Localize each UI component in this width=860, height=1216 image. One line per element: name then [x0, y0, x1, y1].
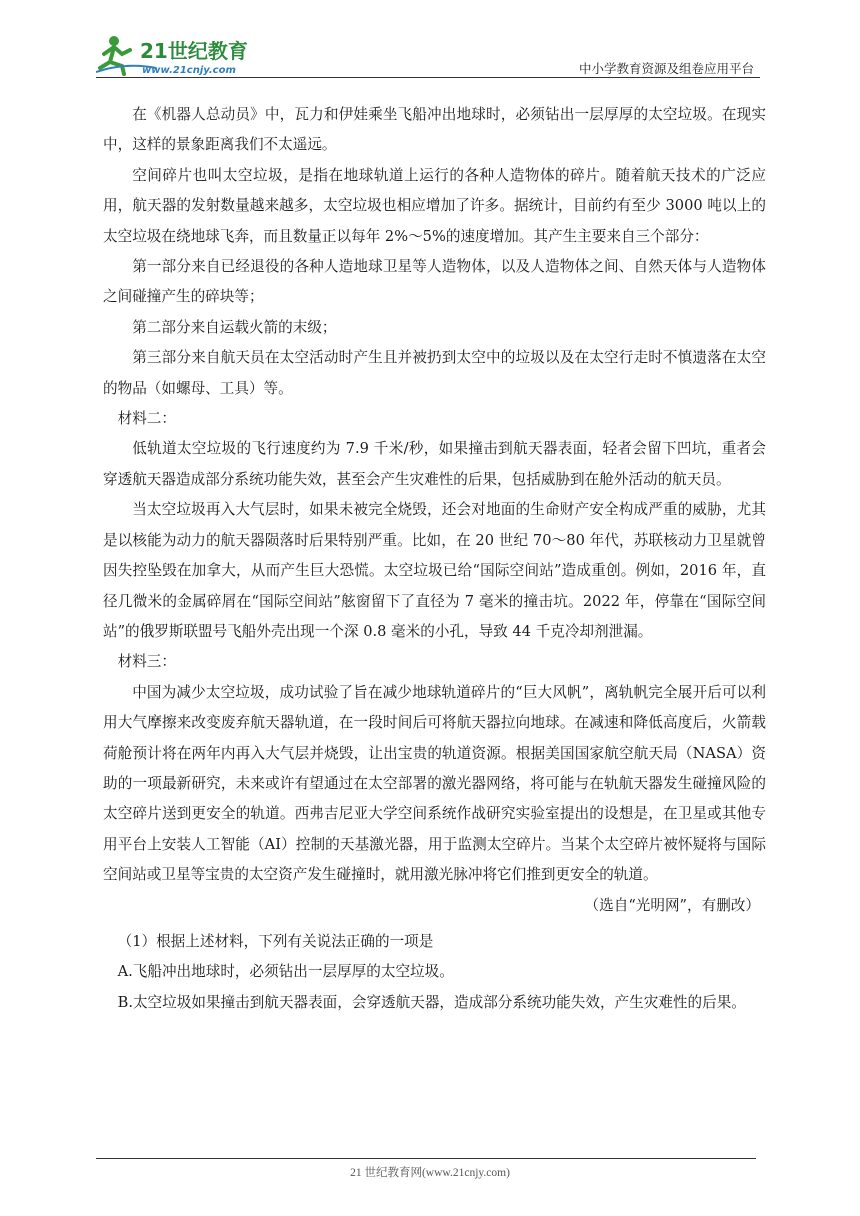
- paragraph: 第二部分来自运载火箭的末级；: [132, 318, 337, 336]
- paragraph: 第三部分来自航天员在太空活动时产生且并被扔到太空中的垃圾以及在太空行走时不慎遗落在太空的物品（如螺母、工具）等。: [103, 349, 766, 397]
- page-header: [96, 32, 760, 78]
- question-stem: （1）根据上述材料，下列有关说法正确的一项是: [117, 932, 434, 950]
- logo-url-text: www.21cnjy.com: [142, 65, 236, 76]
- logo: [96, 32, 266, 76]
- paragraph: 在《机器人总动员》中，瓦力和伊娃乘坐飞船冲出地球时，必须钻出一层厚厚的太空垃圾。在现实中，这样的景象距离我们不太遥远。: [103, 106, 766, 154]
- header-divider: [96, 77, 760, 78]
- paragraph: 中国为减少太空垃圾，成功试验了旨在减少地球轨道碎片的“巨大风帆”，离轨帆完全展开后可以利用大气摩擦来改变废弃航天器轨道，在一段时间后可将航天器拉向地球。在减速和降低高度后，火箭载荷舱预计将在两年内再入大气层并烧毁，让出宝贵的轨道资源。根据美国国家航空航天局（NASA）资助的一项最新研究，未来或许有望通过在太空部署的激光器网络，将可能与在轨航天器发生碰撞风险的太空碎片送到更安全的轨道。西弗吉尼亚大学空间系统作战研究实验室提出的设想是，在卫星或其他专用平台上安装人工智能（AI）控制的天基激光器，用于监测太空碎片。当某个太空碎片被怀疑将与国际空间站或卫星等宝贵的太空资产发生碰撞时，就用激光脉冲将它们推到更安全的轨道。: [103, 683, 766, 884]
- option-a: A.飞船冲出地球时，必须钻出一层厚厚的太空垃圾。: [117, 963, 454, 981]
- material2-label: 材料二：: [117, 410, 176, 428]
- source-note: （选自“光明网”，有删改）: [584, 896, 760, 914]
- paragraph: 第一部分来自已经退役的各种人造地球卫星等人造物体，以及人造物体之间、自然天体与人造物体之间碰撞产生的碎块等；: [103, 258, 766, 306]
- paragraph: 空间碎片也叫太空垃圾，是指在地球轨道上运行的各种人造物体的碎片。随着航天技术的广泛应用，航天器的发射数量越来越多，太空垃圾也相应增加了许多。据统计，目前约有至少 3000 吨以上的太空垃圾在绕地球飞奔，而且数量正以每年 2%～5%的速度增加。其产生主要来自三个部分：: [103, 166, 766, 245]
- option-b: B.太空垃圾如果撞击到航天器表面，会穿透航天器，造成部分系统功能失效，产生灾难性的后果。: [117, 993, 746, 1011]
- platform-title: 中小学教育资源及组卷应用平台: [578, 61, 754, 76]
- paragraph: 低轨道太空垃圾的飞行速度约为 7.9 千米/秒，如果撞击到航天器表面，轻者会留下凹坑，重者会穿透航天器造成部分系统功能失效，甚至会产生灾难性的后果，包括威胁到在舱外活动的航天员。: [103, 440, 766, 488]
- paragraph: 当太空垃圾再入大气层时，如果未被完全烧毁，还会对地面的生命财产安全构成严重的威胁，尤其是以核能为动力的航天器陨落时后果特别严重。比如，在 20 世纪 70～80 年代，苏联核动力卫星就曾因失控坠毁在加拿大，从而产生巨大恐慌。太空垃圾已给“国际空间站”造成重创。例如，2016 年，直径几微米的金属碎屑在“国际空间站”舷窗留下了直径为 7 毫米的撞击坑。2022 年，停靠在“国际空间站”的俄罗斯联盟号飞船外壳出现一个深 0.8 毫米的小孔，导致 44 千克冷却剂泄漏。: [103, 501, 766, 640]
- logo-main-text: 21世纪教育: [140, 39, 248, 63]
- material3-label: 材料三：: [117, 653, 176, 671]
- footer-divider: [96, 1158, 756, 1159]
- article-body: [103, 100, 766, 1018]
- page-footer: 21 世纪教育网(www.21cnjy.com): [350, 1167, 510, 1179]
